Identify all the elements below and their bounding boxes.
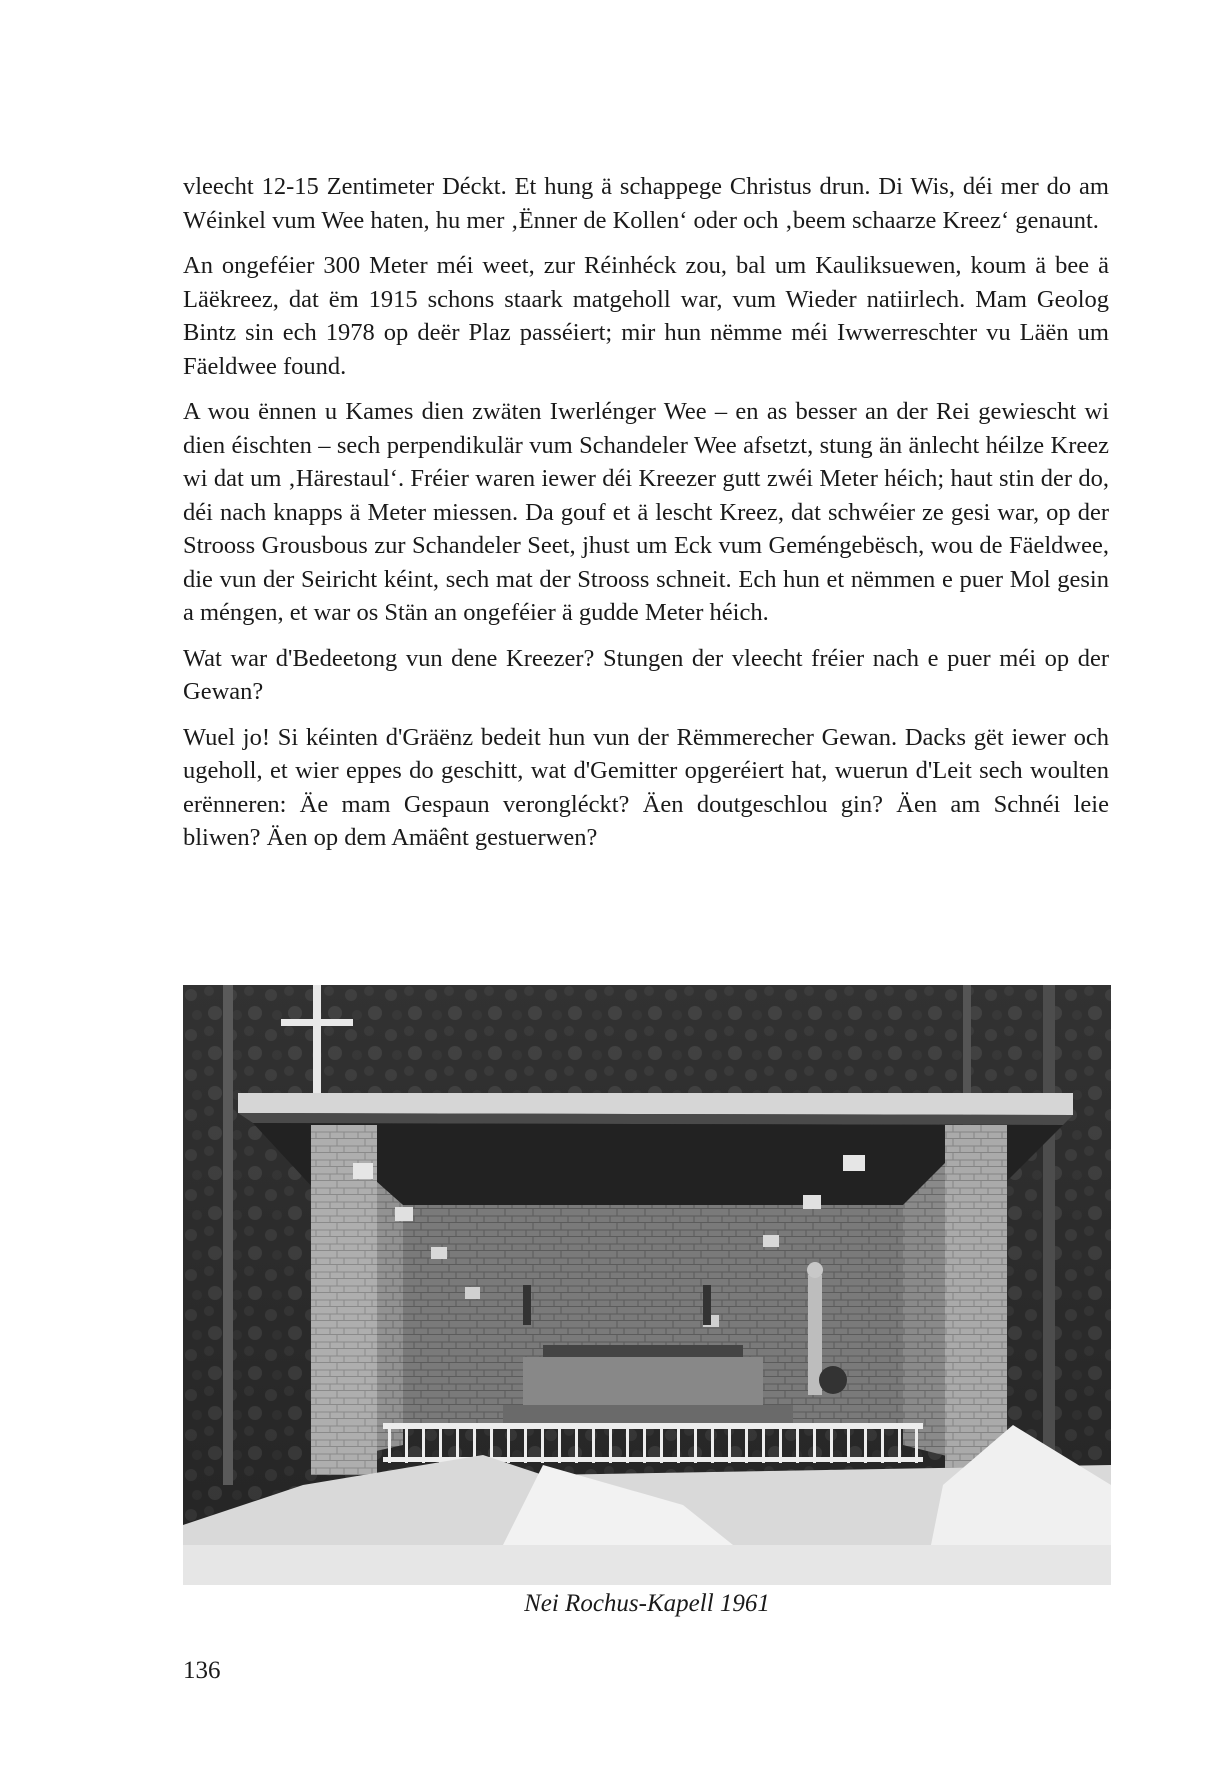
paragraph-5: Wuel jo! Si kéinten d'Gräënz bedeit hun vun der Rëmmerecher Gewan. Dacks gët iewer och ugeholl, et wier eppes do geschitt, wat d'Gemitter opgeréiert hat, wuerun d'Leit sech woulten erënneren: Äe mam Gespaun verongléckt? Äen doutgeschlou gin? Äen am Schnéi leie bliwen? Äen op dem Amäênt gestuerwen? [183, 723, 1109, 851]
paragraph-3: A wou ënnen u Kames dien zwäten Iwerlénger Wee – en as besser an der Rei gewiescht wi dien éischten – sech perpendikulär vum Schandeler Wee afsetzt, stung än änlecht héilze Kreez wi dat um ‚Härestaul‘. Fréier waren iewer déi Kreezer gutt zwéi Meter héich; haut stin der do, déi nach knapps ä Meter miessen. Da gouf et ä lescht Kreez, dat schwéier ze gesi war, op der Strooss Grousbous zur Schandeler Seet, jhust um Eck vum Geméngebësch, wou de Fäeldwee, die vun der Seiricht kéint, sech mat der Strooss schneit. Ech hun et nëmmen e puer Mol gesin a méngen, et war os Stän an ongeféier ä gudde Meter héich. [183, 398, 1109, 626]
page-number: 136 [183, 1657, 221, 1684]
photo-caption: Nei Rochus-Kapell 1961 [524, 1590, 770, 1617]
paragraph-4: Wat war d'Bedeetong vun dene Kreezer? Stungen der vleecht fréier nach e puer méi op der Gewan? [183, 644, 1109, 705]
paragraph-2: An ongeféier 300 Meter méi weet, zur Réinhéck zou, bal um Kauliksuewen, koum ä bee ä Läëkreez, dat ëm 1915 schons staark matgeholl war, vum Wieder natiirlech. Mam Geolog Bintz sin ech 1978 op deër Plaz passéiert; mir hun nëmme méi Iwwerreschter vu Läën um Fäeldwee found. [183, 252, 1109, 380]
body-text [183, 170, 1109, 867]
paragraph-1: vleecht 12-15 Zentimeter Déckt. Et hung ä schappege Christus drun. Di Wis, déi mer do am Wéinkel vum Wee haten, hu mer ‚Ënner de Kollen‘ oder och ‚beem schaarze Kreez‘ genaunt. [183, 173, 1109, 234]
chapel-photo [183, 985, 1111, 1585]
